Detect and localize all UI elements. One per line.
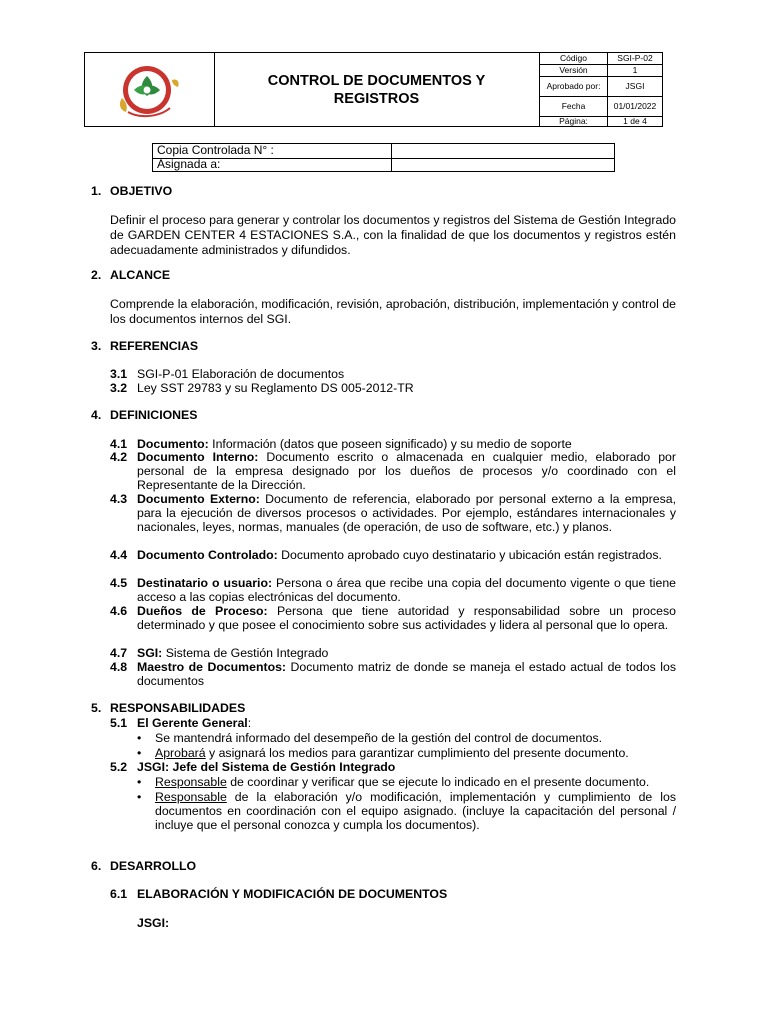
company-logo-icon: [114, 60, 184, 120]
document-title: [214, 53, 540, 126]
controlled-copy-table: [152, 143, 615, 172]
document-header: [84, 52, 663, 127]
copy-table-divider: [391, 144, 392, 171]
meta-row-pagina: [540, 117, 662, 126]
bullet-icon: •: [137, 775, 142, 789]
definition-item: 4.1 Documento: Información (datos que poseen significado) y su medio de soporte: [110, 437, 572, 451]
meta-key: Código: [540, 53, 608, 64]
copy-row-number: [153, 144, 614, 159]
definition-item: 4.2 Documento Interno: Documento escrito o almacenada en cualquier medio, elaborado por personal de la empresa designado por los dueños de procesos y/o coordinado con el Representante de la Dirección.: [110, 450, 676, 492]
section-heading-responsabilidades: 5. RESPONSABILIDADES: [91, 701, 246, 715]
meta-key: Versión: [540, 65, 608, 76]
jsgi-label: JSGI:: [137, 916, 170, 930]
bullet-icon: •: [137, 790, 142, 804]
bullet-item: • Aprobará y asignará los medios para garantizar cumplimiento del presente documento.: [137, 746, 629, 760]
assigned-to-label: Asignada a:: [157, 157, 221, 171]
definition-item: 4.8 Maestro de Documentos: Documento matriz de donde se maneja el estado actual de todos los documentos: [110, 660, 676, 688]
logo-cell: [85, 53, 215, 126]
title-line-2: REGISTROS: [333, 90, 420, 107]
section-heading-definiciones: 4. DEFINICIONES: [91, 408, 198, 422]
meta-value: JSGI: [625, 81, 645, 91]
bullet-item: • Se mantendrá informado del desempeño de la gestión del control de documentos.: [137, 731, 603, 745]
meta-row-codigo: [540, 53, 662, 65]
meta-key: Página:: [540, 117, 608, 126]
meta-key: Aprobado por:: [540, 77, 608, 96]
definition-item: 4.4 Documento Controlado: Documento aprobado cuyo destinatario y ubicación están registrados.: [110, 548, 662, 562]
reference-item: 3.2 Ley SST 29783 y su Reglamento DS 005-2012-TR: [110, 381, 414, 395]
definition-item: 4.7 SGI: Sistema de Gestión Integrado: [110, 646, 329, 660]
section-heading-referencias: 3. REFERENCIAS: [91, 339, 199, 353]
meta-row-fecha: [540, 97, 662, 117]
meta-row-version: [540, 65, 662, 77]
meta-key: Fecha: [540, 97, 608, 116]
bullet-item: • Responsable de la elaboración y/o modificación, implementación y cumplimiento de los documentos en coordinación con el equipo asignado. (incluye la capacitación del personal / incluye que el personal conozca y cumpla los documentos).: [137, 790, 676, 832]
title-line-1: CONTROL DE DOCUMENTOS Y: [267, 72, 486, 89]
responsibility-heading-jsgi: 5.2 JSGI: Jefe del Sistema de Gestión Integrado: [110, 760, 396, 774]
definition-item: 4.3 Documento Externo: Documento de referencia, elaborado por personal externo a la empresa, para la ejecución de diversos procesos o actividades. Por ejemplo, estándares internacionales y nacionales, leyes, normas, manuales (de operación, de uso de software, etc.) y planos.: [110, 492, 676, 534]
responsibility-heading-gerente: 5.1 El Gerente General:: [110, 716, 252, 730]
section-heading-desarrollo: 6. DESARROLLO: [91, 859, 197, 873]
objetivo-text: Definir el proceso para generar y controlar los documentos y registros del Sistema de Gestión Integrado de GARDEN CENTER 4 ESTACIONES S.A., con la finalidad de que los documentos y registros estén adecuadamente administrados y difundidos.: [110, 213, 676, 257]
meta-value: SGI-P-02: [617, 53, 653, 63]
copy-row-assigned: [153, 158, 614, 172]
bullet-item: • Responsable de coordinar y verificar que se ejecute lo indicado en el presente documento.: [137, 775, 650, 789]
alcance-text: Comprende la elaboración, modificación, revisión, aprobación, distribución, implementación y control de los documentos internos del SGI.: [110, 297, 676, 326]
meta-value: 01/01/2022: [613, 101, 657, 111]
copy-number-label: Copia Controlada N° :: [157, 143, 274, 157]
section-heading-alcance: 2. ALCANCE: [91, 268, 171, 282]
reference-item: 3.1 SGI-P-01 Elaboración de documentos: [110, 367, 345, 381]
definition-item: 4.6 Dueños de Proceso: Persona que tiene autoridad y responsabilidad sobre un proceso determinado y que posee el conocimiento sobre sus actividades y lidera al personal que lo opera.: [110, 604, 676, 632]
meta-value: 1 de 4: [623, 116, 647, 126]
section-heading-objetivo: 1. OBJETIVO: [91, 184, 173, 198]
subsection-heading-elaboracion: 6.1 ELABORACIÓN Y MODIFICACIÓN DE DOCUMENTOS: [110, 887, 448, 901]
definition-item: 4.5 Destinatario o usuario: Persona o área que recibe una copia del documento vigente o que tiene acceso a las copias electrónicas del documento.: [110, 576, 676, 604]
meta-value: 1: [632, 65, 638, 75]
document-meta-table: [540, 53, 662, 126]
bullet-icon: •: [137, 746, 142, 760]
bullet-icon: •: [137, 731, 142, 745]
meta-row-aprobado: [540, 77, 662, 97]
